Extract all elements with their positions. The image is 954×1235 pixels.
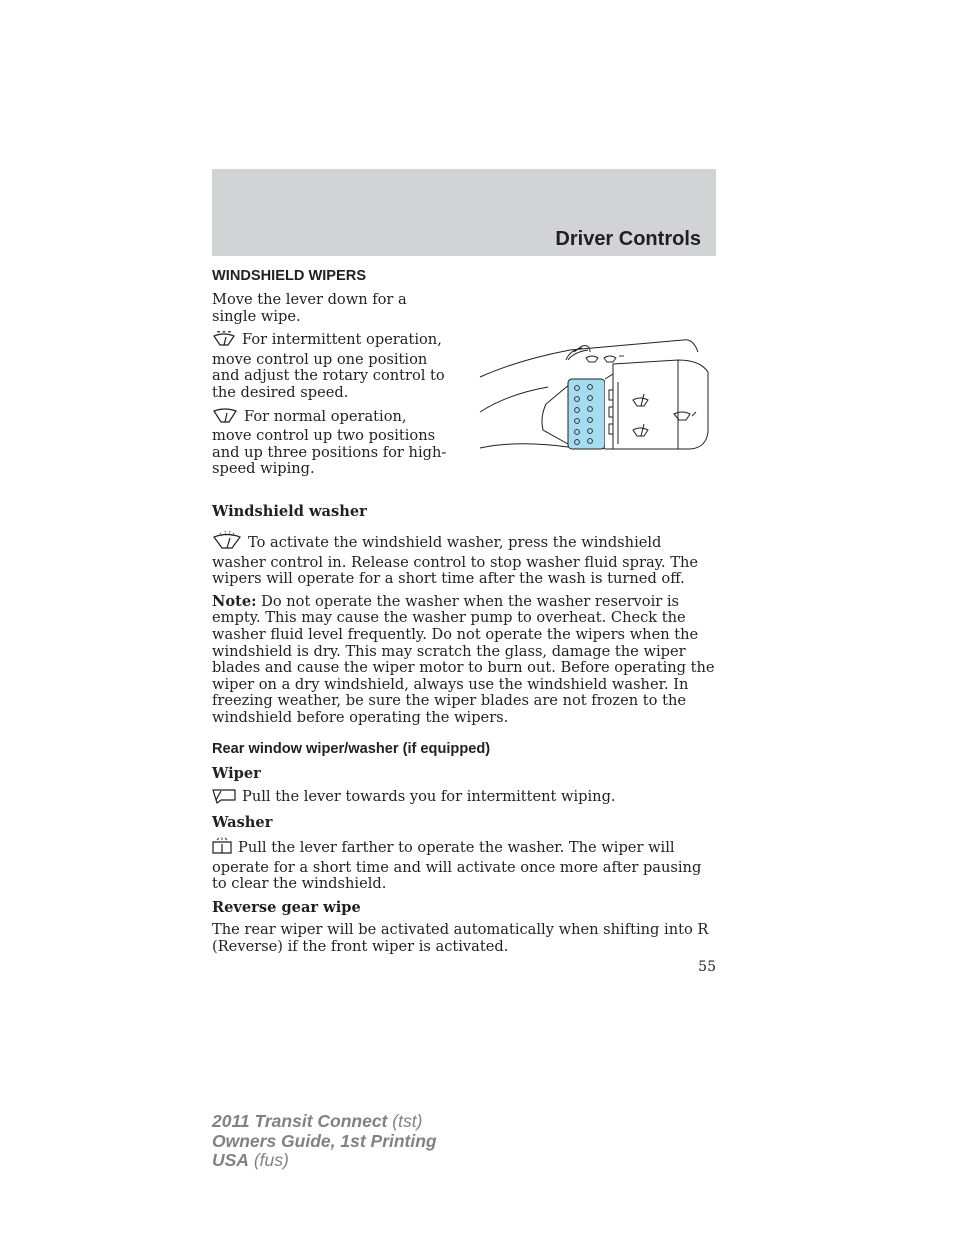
reverse-wipe-text: The rear wiper will be activated automatically when shifting into R (Reverse) if the front wiper is activated. — [212, 920, 709, 955]
header-band — [212, 169, 716, 256]
rear-wiper-icon — [212, 788, 236, 809]
footer-model: 2011 Transit Connect — [212, 1111, 388, 1131]
footer-line-1 — [212, 1112, 437, 1132]
rear-washer-icon — [212, 837, 232, 860]
wiper-intro-block — [212, 292, 716, 503]
footer-line-3 — [212, 1151, 437, 1171]
rear-wiper-heading: Wiper — [212, 764, 261, 782]
rear-wiper-title: Rear window wiper/washer (if equipped) — [212, 740, 491, 757]
rear-washer-heading: Washer — [212, 814, 273, 832]
normal-paragraph — [212, 408, 448, 478]
rear-wiper-paragraph — [212, 788, 716, 809]
normal-text: For normal operation, move control up two positions and up three positions for high-speed wiping. — [212, 407, 447, 478]
note-label: Note: — [212, 592, 257, 610]
reverse-wipe-heading: Reverse gear wipe — [212, 898, 361, 916]
note-paragraph — [212, 594, 716, 727]
footer-market: USA — [212, 1150, 249, 1170]
washer-text: To activate the windshield washer, press the windshield washer control in. Release control to stop washer fluid spray. The wipers will operate for a short time after the wash is turned off. — [212, 534, 699, 588]
normal-wiper-icon — [212, 408, 238, 429]
footer-line-2: Owners Guide, 1st Printing — [212, 1130, 437, 1151]
intermittent-paragraph — [212, 331, 448, 401]
rear-wiper-text: Pull the lever towards you for intermittent wiping. — [242, 787, 616, 805]
note-text: Do not operate the washer when the washer reservoir is empty. This may cause the washer pump to overheat. Check the washer fluid level frequently. Do not operate the wipers when the windshield is dry. This may scratch the glass, damage the wiper blades and cause the wiper motor to burn out. Before operating the wiper on a dry windshield, always use the windshield washer. In freezing weather, be sure the wiper blades are not frozen to the windshield before operating the wipers. — [212, 592, 715, 726]
intermittent-text: For intermittent operation, move control up one position and adjust the rotary control to the desired speed. — [212, 331, 445, 401]
page-header-title: Driver Controls — [555, 228, 701, 250]
intermittent-wiper-icon — [212, 331, 236, 352]
footer — [212, 1112, 437, 1171]
footer-market-code: (fus) — [253, 1150, 289, 1170]
page-number: 55 — [698, 959, 716, 975]
washer-paragraph — [212, 530, 716, 588]
footer-model-code: (tst) — [392, 1111, 423, 1131]
section-title: WINDSHIELD WIPERS — [212, 268, 367, 284]
wiper-intro-text — [212, 292, 448, 478]
rear-washer-paragraph — [212, 837, 716, 893]
wiper-lever-illustration — [478, 332, 718, 462]
windshield-washer-icon — [212, 530, 242, 555]
page-content — [212, 266, 716, 961]
single-wipe-text: Move the lever down for a single wipe. — [212, 291, 407, 325]
washer-heading: Windshield washer — [212, 503, 367, 520]
rear-washer-text: Pull the lever farther to operate the washer. The wiper will operate for a short time and will activate once more after pausing to clear the windshield. — [212, 839, 702, 893]
